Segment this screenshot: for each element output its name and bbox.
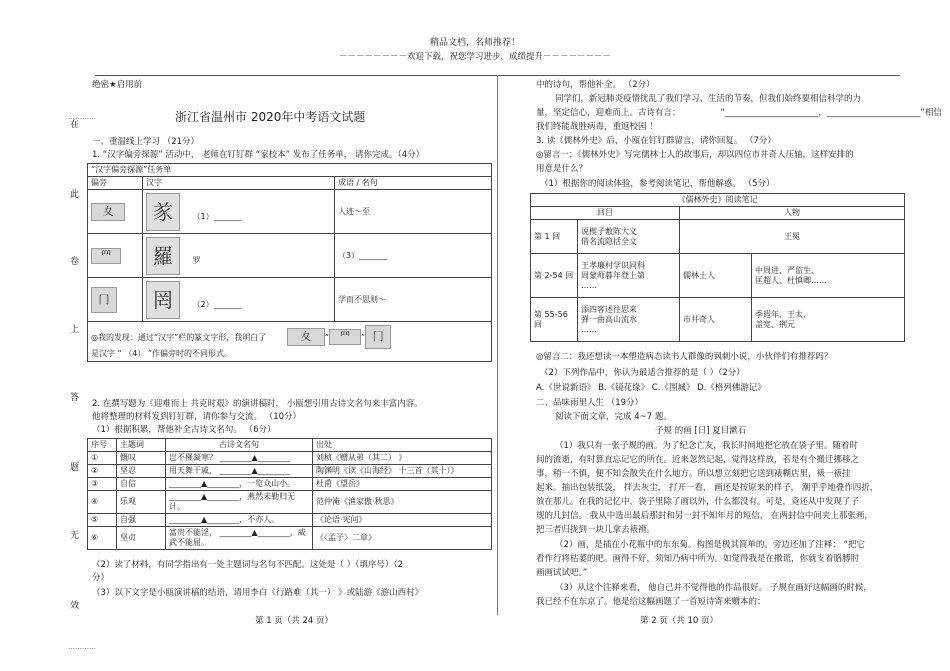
seal-radical-image: 罒: [91, 248, 121, 264]
poem-cell: ②: [88, 465, 117, 478]
article-paragraph: 间的流逝，有时算直忘记它的所在。近来忽然记起，觉得这样放，若是有个搬迁挪移之: [536, 455, 860, 465]
question-3-2: （2）下列作品中，你认为最适合推荐的是（ ）（2分）: [540, 368, 745, 378]
article-paragraph: 放在那儿。在我的记忆中，袋子里除了画以外，什么都没有。可是，竟还从中发现了子: [536, 497, 860, 507]
message-1-cont: 用意是什么？: [536, 164, 588, 174]
poem-cell: 慨叹: [117, 452, 166, 465]
notes-chapter: 第 2-54 回: [531, 254, 578, 298]
margin-label: 上: [70, 325, 80, 335]
margin-label: 此: [70, 190, 80, 200]
idiom-cell: 人迹～至: [335, 190, 492, 234]
right-line: 中的诗句，帮他补全。 （2分）: [536, 80, 655, 90]
poem-cell: ④: [88, 491, 117, 514]
notes-title: 《儒林外史》阅读笔记: [531, 194, 905, 207]
idiom-cell[interactable]: （3）_______: [335, 234, 492, 278]
margin-label: 卷: [70, 257, 80, 267]
article-paragraph: （1）我只有一张子规的画。为了纪念亡友，我长时间地把它放在袋子里。随着时: [555, 441, 858, 451]
speech-text-part: 量，坚定信心，迎难而上。古诗有言：: [536, 108, 681, 118]
article-paragraph: 事，稍一不慎，便不知会散失在什么地方。所以想立刻把它送到裱糊店里，裱一裱挂: [536, 469, 851, 479]
seal-radical-image: 夊: [287, 328, 325, 346]
notes-chapter: 第 55-56 回: [531, 298, 578, 342]
poem-blank-cell[interactable]: 富贵不能淫， ________▲________，威武不能屈。: [166, 527, 313, 550]
answer-blank[interactable]: （1）_______: [192, 211, 242, 221]
header-banner: －－－－－－－－欢迎下载，祝您学习进步，成绩提升－－－－－－－－: [338, 52, 611, 62]
answer-blank[interactable]: （2）_______: [192, 299, 242, 309]
poem-cell: 范仲淹《渔家傲·秋思》: [313, 491, 492, 514]
article-paragraph: 画画试试吧。”: [536, 568, 588, 578]
poem-cell: 坚贞: [117, 527, 166, 550]
radical-cell: [88, 234, 143, 278]
char-cell: [143, 190, 335, 234]
margin-label: 在: [70, 120, 80, 130]
radical-cell: [88, 190, 143, 234]
poem-answer-blank[interactable]: “______________________，______________________”相信: [720, 108, 942, 118]
column-divider: [497, 75, 498, 615]
poem-cell: ③: [88, 478, 117, 491]
seal-radical-image: 夊: [91, 203, 125, 221]
discovery-text: ◎我的发现：通过“汉字”栏的篆文字形，我明白了: [91, 332, 267, 342]
poem-header: 出处: [313, 439, 492, 452]
article-title: 子規 的画 [日] 夏目漱石: [655, 426, 747, 436]
task-header: 成语 / 名句: [335, 177, 492, 190]
answer-options[interactable]: A.《世说新语》 B.《镜花缘》 C.《围城》 D.《格列佛游记》: [536, 383, 766, 393]
margin-dots: …………: [68, 643, 96, 651]
article-paragraph: 我已经不在东京了。他是给这幅画题了一首短诗寄来赠本的：: [536, 597, 766, 607]
notes-event: 添四客述往思来 弹一曲高山流水 ……: [578, 298, 680, 342]
margin-dots: …………: [68, 113, 96, 121]
speech-text: [536, 108, 942, 119]
seal-radical-image: 罒: [329, 329, 361, 345]
idiom-cell: 学而不思则～: [335, 278, 492, 322]
message-2: ◎留言二：我还想读一本塑造病态读书人群像的讽刺小说，小伙伴们有推荐吗？: [536, 352, 833, 362]
speech-text: 同学们，新冠肺炎疫情扰乱了我们学习、生活的节奏，但我们始终要相信科学的力: [555, 94, 862, 104]
task-header: 汉字: [143, 177, 335, 190]
secret-mark: 绝密★启用前: [92, 80, 143, 90]
char-cell: [143, 278, 335, 322]
notes-people: 王冕: [680, 220, 905, 254]
reading-notes-table: [530, 193, 905, 342]
task-table-title: “汉字偏旁探源”任务单: [88, 164, 492, 177]
radical-task-table: [87, 163, 492, 362]
seal-radical-image: 冂: [365, 325, 391, 349]
poem-blank-cell[interactable]: ________▲________，不亦人。: [166, 514, 313, 527]
header-title: 精品文档，名师推荐！: [429, 38, 520, 48]
discovery-text[interactable]: 是汉字 “ （4） ”作偏旁时的不同形式。: [91, 348, 233, 358]
poem-blank-cell[interactable]: ________▲________，一览众山小。: [166, 478, 313, 491]
task-header: 偏旁: [88, 177, 143, 190]
poem-cell: ①: [88, 452, 117, 465]
notes-event: 王孝廉村学识同科 周蒙师暮年登上第 ……: [578, 254, 680, 298]
poem-cell: 坚忍: [117, 465, 166, 478]
poem-cell: ⑥: [88, 527, 117, 550]
margin-label: 无: [70, 531, 80, 541]
poem-cell: 自强: [117, 514, 166, 527]
article-paragraph: 规的几封信。 我从中选出最后那封和另一封不知年月的短信， 在两封信中间夹上那张画，: [536, 511, 873, 521]
poem-cell: 自信: [117, 478, 166, 491]
poem-cell: 《论语·宪问》: [313, 514, 492, 527]
notes-event: 说楔子敷陈大义 借名流隐括全文: [578, 220, 680, 254]
seal-radical-image: 冂: [91, 287, 117, 313]
section-heading: 一、重温线上学习 （21分）: [92, 137, 200, 147]
poem-cell: 乐观: [117, 491, 166, 514]
seal-char-image: 㒸: [146, 193, 180, 231]
question-1: 1. “汉字偏旁探源” 活动中， 老师在钉钉群 “家校本” 发布了任务单， 请你完成。（4分）: [92, 150, 425, 160]
question-2: 2. 在撰写题为《迎难而上 共克时艰》的演讲稿时， 小瓯想引用古诗文名句来丰富内容。: [92, 399, 423, 409]
margin-label: 题: [70, 463, 80, 473]
article-paragraph: 起来。抽出包装纸袋， 拌去灰尘， 打开一看， 画还是按原来的样子， 潮乎乎地叠作四折，: [536, 483, 879, 493]
poem-blank-cell[interactable]: 岂不罹凝寒？ ________▲________: [166, 452, 313, 465]
seal-char-image: 罔: [146, 281, 180, 319]
margin-label: 效: [70, 601, 80, 611]
notes-chapter: 第 1 回: [531, 220, 578, 254]
speech-text: 我们终能战胜病毒，重返校园 ！: [536, 122, 658, 132]
discovery-cell: ◎我的发现：通过“汉字”栏的篆文字形，我明白了 夊 “ 罒 ” 冂 是汉字 “ （4） ”作偏旁时的不同形式。: [88, 322, 492, 362]
notes-type: 儒林士人: [680, 254, 752, 298]
poem-cell: 《〈孟子〉二章》: [313, 527, 492, 550]
poem-cell: ⑤: [88, 514, 117, 527]
question-2-cont: 他将整理的材料发到钉钉群，请你参与交流。 （10分）: [92, 412, 302, 422]
question-3: 3. 读《儒林外史》后，小瓯在钉钉群留言，请你回复。 （7分）: [536, 136, 776, 146]
poem-cell: 杜甫《望岳》: [313, 478, 492, 491]
section-heading: 二、品味雨里人生 （19分）: [536, 398, 644, 408]
exam-title: 浙江省温州市 2020年中考语文试题: [175, 110, 366, 124]
question-2-2: （2）读了材料，有同学指出有一处主题词与名句不匹配。这处是（ ）（填序号）（2: [92, 560, 404, 570]
page-number-right: 第 2 页（共 10 页）: [640, 616, 719, 626]
reading-instruction: 阅读下面文章，完成 4~7 题。: [555, 412, 672, 422]
article-paragraph: （3）从这个注释来看， 他自己并不觉得他的作品很好。 子规在画好这幅画的时候，: [555, 583, 872, 593]
notes-people: 季遐年、王太、 盖宽、荆元: [752, 298, 905, 342]
poem-header: 序号: [88, 439, 117, 452]
question-3-1: （1）根据你的阅读体验，参考阅读笔记，帮他解惑。 （5分）: [540, 179, 775, 189]
radical-cell: [88, 278, 143, 322]
question-2-2-cont: 分）: [92, 573, 110, 583]
poem-header: 古诗文名句: [166, 439, 313, 452]
seal-char-image: 羅: [146, 237, 180, 275]
poem-table: [87, 438, 492, 550]
article-paragraph: 看作行将枯萎的吧。画得不好，须知乃病中所为。如觉得我是在撒谎，你就支着胳膊肘: [536, 554, 860, 564]
notes-type: 市井奇人: [680, 298, 752, 342]
page-number-left: 第 1 页（共 24 页）: [255, 616, 334, 626]
poem-header: 主题词: [117, 439, 166, 452]
poem-cell: 刘桢《赠从弟（其二） 》: [313, 452, 492, 465]
char-answer: 罗: [192, 255, 201, 265]
question-2-1: （1）根据积累，帮他补全古诗文名句。 （6分）: [92, 425, 276, 435]
question-2-3: （3）以下文字是小瓯演讲稿的结语，请用李白《行路难（其一） 》或陆游《游山西村》: [92, 588, 424, 598]
notes-people: 中周进、严监生、 匡超人、杜慎卿……: [752, 254, 905, 298]
message-1: ◎留言一：《儒林外史》写完儒林士人的故事后，却以四位市井奇人压轴，这样安排的: [536, 150, 854, 160]
notes-header: 人物: [680, 207, 905, 220]
char-cell: [143, 234, 335, 278]
article-paragraph: 把三者归拢到一块儿拿去裱褙。: [536, 525, 656, 535]
poem-blank-cell[interactable]: 用天舞干戚， ________▲________: [166, 465, 313, 478]
poem-blank-cell[interactable]: ________▲________，燕然未勒归无计。: [166, 491, 313, 514]
margin-label: 答: [70, 393, 80, 403]
poem-cell: 陶渊明《读《山海经》 十三首（其十）》: [313, 465, 492, 478]
notes-header: 回目: [531, 207, 680, 220]
article-paragraph: （2）画，是插在小花瓶中的东东菊。构图是极其简单的。旁边还加了注释： “把它: [555, 540, 866, 550]
